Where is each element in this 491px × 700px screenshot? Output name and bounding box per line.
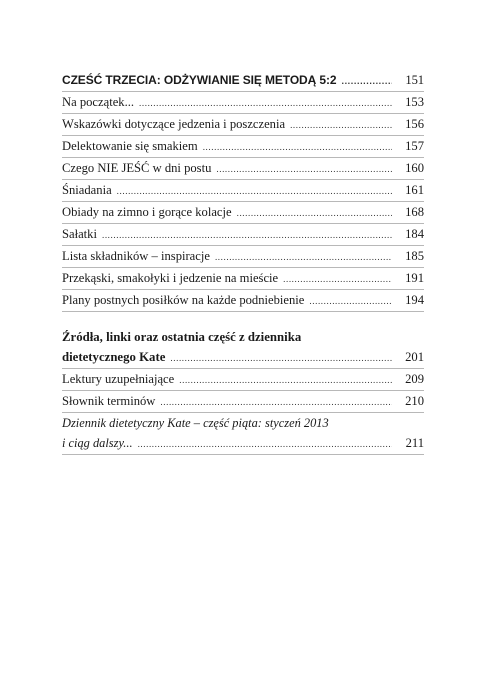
toc-page-number: 160 [405,161,424,175]
toc-page-number: 191 [405,271,424,285]
toc-leader-dots [203,137,392,158]
toc-page-number: 168 [405,205,424,219]
toc-entry[interactable] [62,224,424,246]
toc-page-number: 211 [405,436,424,450]
toc-entry[interactable] [62,114,424,136]
toc-leader-dots [179,370,392,391]
toc-entry-title: Obiady na zimno i gorące kolacje [62,205,232,219]
toc-entry-title: Plany postnych posiłków na każde podniebienie [62,293,305,307]
toc-page-number: 209 [405,372,424,386]
toc-entry[interactable] [62,246,424,268]
toc-entry-title: Sałatki [62,227,97,241]
toc-entry[interactable] [62,92,424,114]
toc-heading-title: CZEŚĆ TRZECIA: ODŻYWIANIE SIĘ METODĄ 5:2 [62,73,337,87]
toc-leader-dots [290,115,392,136]
toc-entry[interactable] [62,391,424,413]
toc-entry-title: i ciąg dalszy... [62,436,133,450]
toc-leader-dots [170,348,392,369]
toc-entry-title: Na początek... [62,95,135,109]
toc-leader-dots [237,203,392,224]
toc-leader-dots [216,159,392,180]
toc-entry-title: Czego NIE JEŚĆ w dni postu [62,161,212,175]
toc-entry-title: Przekąski, smakołyki i jedzenie na mieście [62,271,279,285]
toc-diary-entry[interactable] [62,433,424,455]
toc-entry-title: Słownik terminów [62,394,156,408]
toc-page-number: 194 [405,293,424,307]
toc-entry-title: Wskazówki dotyczące jedzenia i poszczenia [62,117,286,131]
toc-leader-dots [138,434,392,455]
toc-sources-heading-line1[interactable]: Źródła, linki oraz ostatnia część z dziennika [62,330,302,344]
toc-entry[interactable] [62,136,424,158]
toc-part-three-heading[interactable] [62,70,424,92]
toc-leader-dots [341,71,392,92]
toc-entry[interactable] [62,158,424,180]
toc-sources-section [62,327,424,455]
toc-heading-title: dietetycznego Kate [62,350,166,364]
toc-leader-dots [160,392,392,413]
toc-entry[interactable] [62,180,424,202]
toc-entry-title: Lektury uzupełniające [62,372,175,386]
toc-diary-line1[interactable]: Dziennik dietetyczny Kate – część piąta: styczeń 2013 [62,416,329,430]
toc-page-number: 201 [405,350,424,364]
toc-page-number: 157 [405,139,424,153]
toc-leader-dots [117,181,392,202]
toc-entry-title: Delektowanie się smakiem [62,139,198,153]
toc-leader-dots [283,269,392,290]
toc-sources-heading[interactable] [62,347,424,369]
toc-leader-dots [309,291,392,312]
table-of-contents [62,70,424,455]
toc-entry[interactable] [62,268,424,290]
toc-entry[interactable] [62,290,424,312]
toc-page-number: 210 [405,394,424,408]
toc-page-number: 151 [405,73,424,87]
toc-entry-title: Lista składników – inspiracje [62,249,210,263]
toc-leader-dots [102,225,392,246]
toc-leader-dots [139,93,392,114]
toc-page-number: 153 [405,95,424,109]
toc-page-number: 161 [405,183,424,197]
toc-leader-dots [215,247,392,268]
toc-entry-title: Śniadania [62,183,112,197]
toc-page-number: 185 [405,249,424,263]
toc-entry[interactable] [62,202,424,224]
toc-entry[interactable] [62,369,424,391]
toc-page-number: 156 [405,117,424,131]
toc-page-number: 184 [405,227,424,241]
